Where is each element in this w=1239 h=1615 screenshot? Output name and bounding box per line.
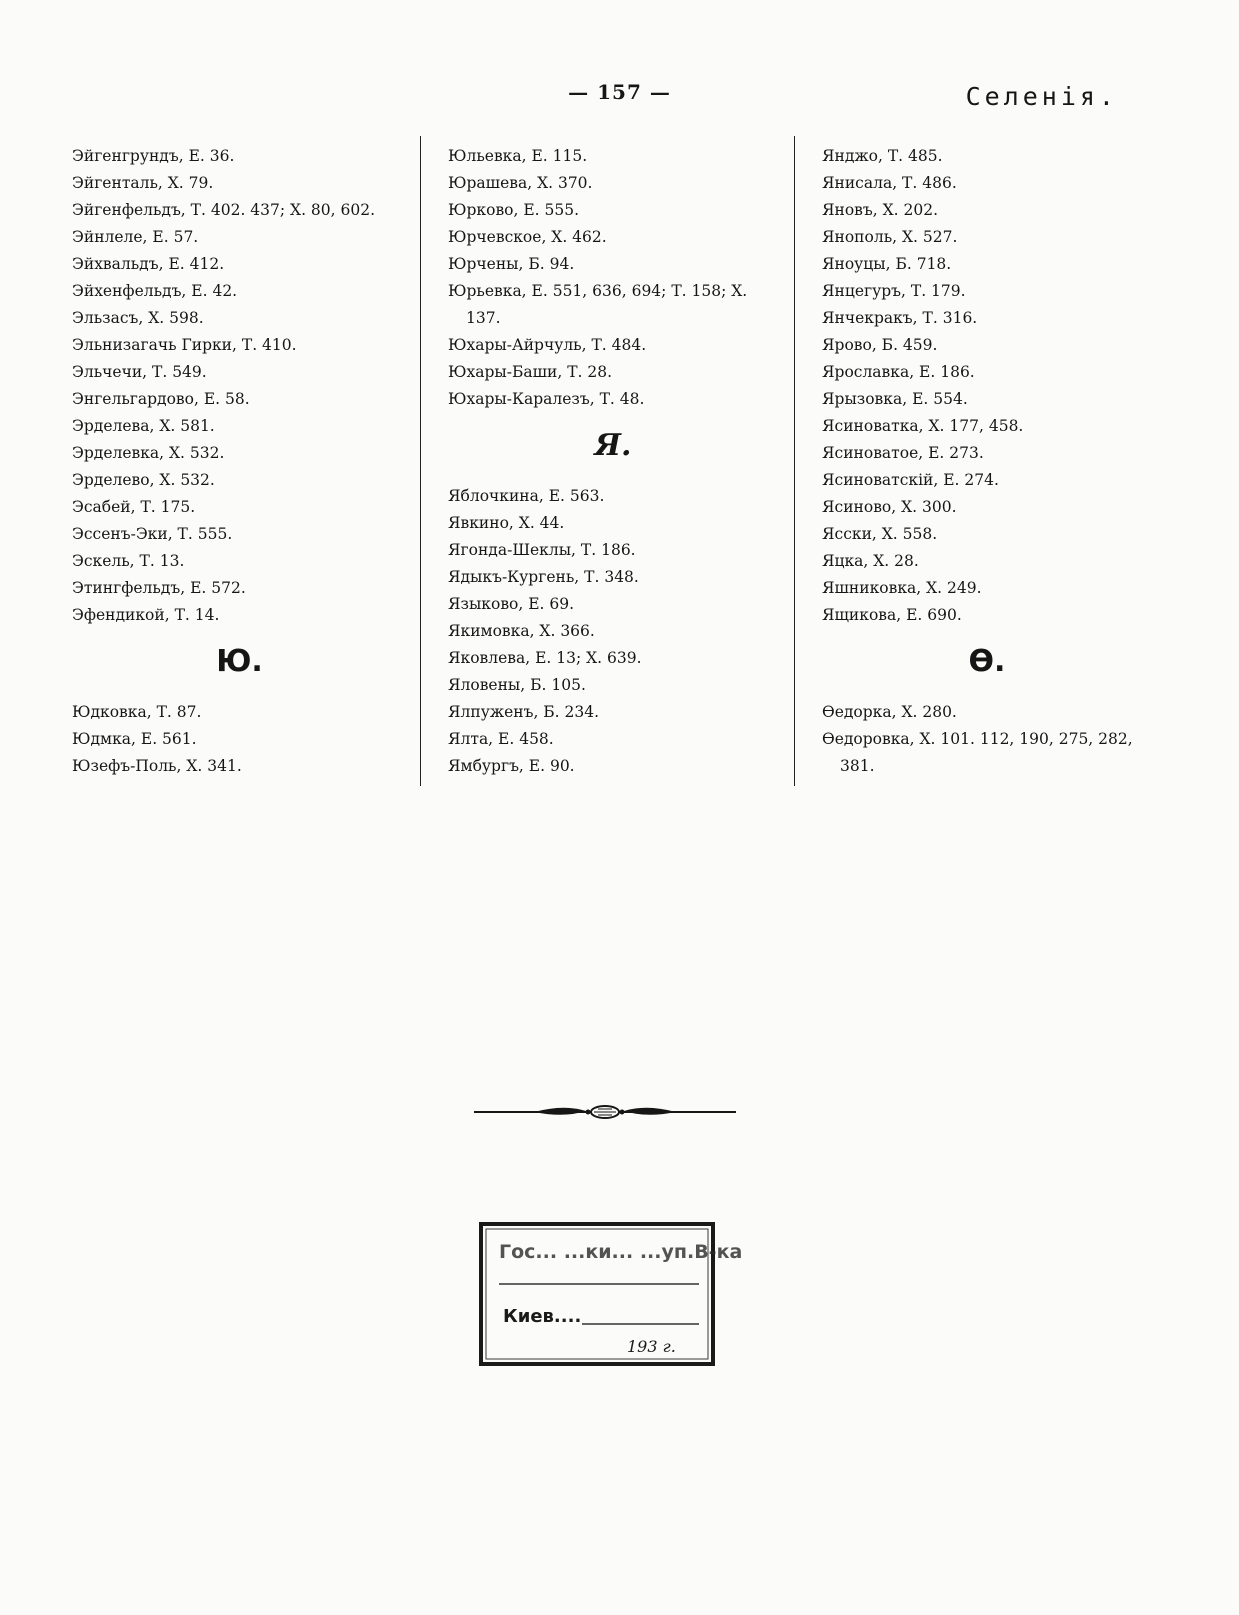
- index-entry: Юрчены, Б. 94.: [448, 255, 575, 273]
- index-entry: Юхары-Каралезъ, Т. 48.: [448, 390, 645, 408]
- index-entry: Янчекракъ, Т. 316.: [822, 309, 978, 327]
- index-entry: Ясиноватка, Х. 177, 458.: [822, 417, 1024, 435]
- index-entry: Ядыкъ-Кургень, Т. 348.: [448, 568, 639, 586]
- stamp-line-1: Гос... ...ки... ...уп.В-ка: [499, 1241, 743, 1263]
- index-entry: Эрделева, Х. 581.: [72, 417, 215, 435]
- index-entry: Юрчевское, Х. 462.: [448, 228, 607, 246]
- index-entry: Ягонда-Шеклы, Т. 186.: [448, 541, 636, 559]
- index-entry: Янисала, Т. 486.: [822, 174, 957, 192]
- index-entry: Яшниковка, Х. 249.: [822, 579, 982, 597]
- index-entry: Языково, Е. 69.: [448, 595, 575, 613]
- index-entry: Энгельгардово, Е. 58.: [72, 390, 250, 408]
- index-entry: Ѳедорка, Х. 280.: [822, 703, 957, 721]
- index-entry: Яновъ, Х. 202.: [822, 201, 939, 219]
- stamp-line-2: Киев....: [503, 1306, 582, 1327]
- index-entry: Юрково, Е. 555.: [448, 201, 580, 219]
- index-entry: Яковлева, Е. 13; Х. 639.: [448, 649, 642, 667]
- index-entry: Эльчечи, Т. 549.: [72, 363, 207, 381]
- index-entry: Эйнлеле, Е. 57.: [72, 228, 199, 246]
- library-stamp: [477, 1220, 743, 1368]
- index-entry: Яловены, Б. 105.: [448, 676, 586, 694]
- letter-heading-ya: Я.: [594, 428, 632, 463]
- index-entry: Янополь, Х. 527.: [822, 228, 958, 246]
- index-entry: Яблочкина, Е. 563.: [448, 487, 605, 505]
- index-entry: Ярово, Б. 459.: [822, 336, 938, 354]
- index-entry: Ящикова, Е. 690.: [822, 606, 962, 624]
- index-entry: Эльнизагачь Гирки, Т. 410.: [72, 336, 297, 354]
- index-column-3: [822, 143, 1152, 780]
- index-entry: Эльзасъ, Х. 598.: [72, 309, 204, 327]
- index-entry: Ялпуженъ, Б. 234.: [448, 703, 600, 721]
- ornament-divider-icon: [474, 1100, 736, 1124]
- index-entry: Ясиноватое, Е. 273.: [822, 444, 984, 462]
- index-entry: Юхары-Айрчуль, Т. 484.: [448, 336, 647, 354]
- index-entry: Юрашева, Х. 370.: [448, 174, 593, 192]
- index-entry: Ясиноватскій, Е. 274.: [822, 471, 999, 489]
- index-entry: Ясиново, Х. 300.: [822, 498, 957, 516]
- page-number: — 157 —: [568, 80, 671, 104]
- index-entry: Явкино, Х. 44.: [448, 514, 565, 532]
- index-entry: Эйгенгрундъ, Е. 36.: [72, 147, 235, 165]
- index-entry: Яцка, Х. 28.: [822, 552, 919, 570]
- section-title: Селенія.: [965, 82, 1118, 111]
- index-entry: Эрделевка, Х. 532.: [72, 444, 225, 462]
- index-entry: Янджо, Т. 485.: [822, 147, 943, 165]
- index-entry: Якимовка, Х. 366.: [448, 622, 595, 640]
- index-entry: Этингфельдъ, Е. 572.: [72, 579, 246, 597]
- index-entry: Эйгенфельдъ, Т. 402. 437; Х. 80, 602.: [72, 201, 376, 219]
- index-column-2: [448, 143, 778, 780]
- index-entry: Эссенъ-Эки, Т. 555.: [72, 525, 233, 543]
- index-entry: Юхары-Баши, Т. 28.: [448, 363, 613, 381]
- stamp-year: 193 г.: [627, 1337, 676, 1356]
- index-entry: Янцегуръ, Т. 179.: [822, 282, 966, 300]
- index-entry: Юдковка, Т. 87.: [72, 703, 202, 721]
- index-entry: Эйхенфельдъ, Е. 42.: [72, 282, 238, 300]
- index-entry: Ярызовка, Е. 554.: [822, 390, 968, 408]
- index-entry: Эфендикой, Т. 14.: [72, 606, 220, 624]
- index-entry: Юзефъ-Поль, Х. 341.: [72, 757, 242, 775]
- index-entry: Юльевка, Е. 115.: [448, 147, 588, 165]
- letter-heading-yu: Ю.: [216, 644, 263, 679]
- index-entry: Ясски, Х. 558.: [822, 525, 938, 543]
- index-entry: Ямбургъ, Е. 90.: [448, 757, 575, 775]
- letter-heading-fita: Ѳ.: [968, 644, 1006, 679]
- index-entry: Эскель, Т. 13.: [72, 552, 185, 570]
- index-entry: Ярославка, Е. 186.: [822, 363, 975, 381]
- index-entry: Юрьевка, Е. 551, 636, 694; Т. 158; Х. 137.: [448, 282, 748, 327]
- index-entry: Эсабей, Т. 175.: [72, 498, 196, 516]
- index-entry: Эйгенталь, Х. 79.: [72, 174, 214, 192]
- index-entry: Эйхвальдъ, Е. 412.: [72, 255, 225, 273]
- column-divider-2: [794, 136, 795, 786]
- index-entry: Эрделево, Х. 532.: [72, 471, 215, 489]
- index-entry: Ѳедоровка, Х. 101. 112, 190, 275, 282, 381.: [822, 730, 1133, 775]
- index-entry: Юдмка, Е. 561.: [72, 730, 197, 748]
- index-column-1: [72, 143, 407, 780]
- column-divider-1: [420, 136, 421, 786]
- index-entry: Ялта, Е. 458.: [448, 730, 554, 748]
- index-entry: Яноуцы, Б. 718.: [822, 255, 952, 273]
